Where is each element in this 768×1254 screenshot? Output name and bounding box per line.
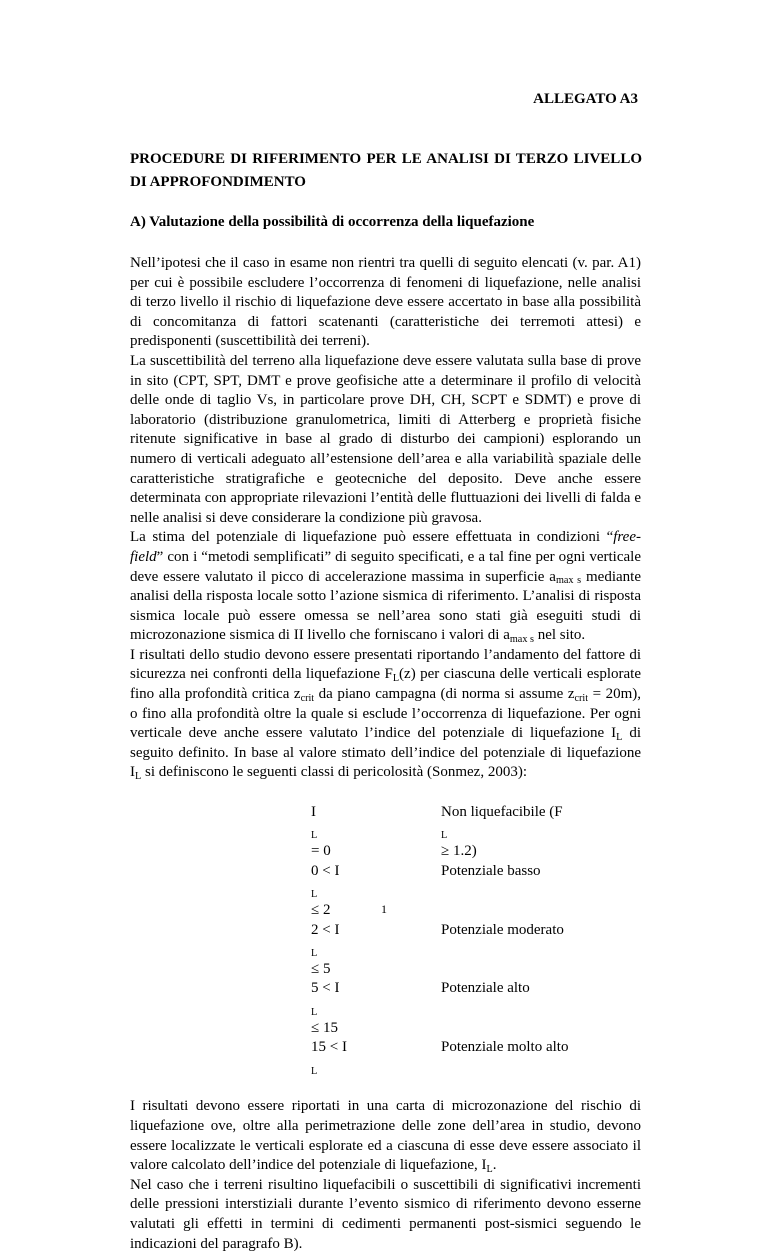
paragraph-3: La stima del potenziale di liquefazione può essere effettuata in condizioni “free-field” con i “metodi semplificati” di seguito specificati, e a tal fine per ogni verticale deve essere valutato il picco di accelerazione massima in superficie $a_{max s}$ mediante analisi della risposta locale sotto l’azione sismica di riferimento. L’analisi di risposta sismica locale può essere omessa se nell’area sono stati già eseguiti studi di microzonazione sismica di II livello che forniscano i valori di $a_{max s}$ nel sito.	[130, 529, 641, 646]
free-field-term: free-field	[130, 529, 641, 565]
class-range: 5 < I $_L$ ≤ 15	[311, 980, 340, 1036]
class-description: Potenziale basso	[441, 862, 541, 879]
paragraph-6: Nel caso che i terreni risultino liquefacibili o suscettibili di significativi incrementi delle pressioni interstiziali durante l’evento sismico di riferimento devono esserne valutati gli effetti in termini di cedimenti permanenti post-sismici seguendo le indicazioni del paragrafo B).	[130, 1176, 641, 1252]
hazard-classes-table	[311, 803, 641, 1077]
class-range: I $_L$ = 0	[311, 804, 331, 860]
paragraph-1: Nell’ipotesi che il caso in esame non rientri tra quelli di seguito elencati (v. par. A1) per cui è possibile escludere l’occorrenza di fenomeni di liquefazione, nelle analisi di terzo livello il rischio di liquefazione deve essere accertato in base alla possibilità di concomitanza di fattori scatenanti (caratteristiche dei terremoti attesi) e predisponenti (suscettibilità dei terreni).	[130, 255, 641, 350]
document-title: PROCEDURE DI RIFERIMENTO PER LE ANALISI DI TERZO LIVELLO DI APPROFONDIMENTO	[130, 151, 642, 190]
annex-label: ALLEGATO A3	[533, 91, 638, 107]
class-description: Non liquefacibile (F $_L$ ≥ 1.2)	[441, 804, 563, 860]
paragraph-5: I risultati devono essere riportati in una carta di microzonazione del rischio di liquefazione ove, oltre alla perimetrazione delle zone dell’area in studio, devono essere localizzate le verticali esplorate ed a ciascuna di esse deve essere associato il valore calcolato dell’indice del potenziale di liquefazione, $I_L$.	[130, 1098, 641, 1175]
page-number: 1	[381, 902, 387, 916]
class-range: 0 < I $_L$ ≤ 2	[311, 862, 340, 918]
class-description: Potenziale moderato	[441, 921, 564, 938]
class-range: 15 < I $_L$	[311, 1039, 347, 1077]
paragraph-4: I risultati dello studio devono essere presentati riportando l’andamento del fattore di sicurezza nei confronti della liquefazione $F_L(z)$ per ciascuna delle verticali esplorate fino alla profondità critica $z_{crit}$ da piano campagna (di norma si assume $z_{crit} = 20m$), o fino alla profondità oltre la quale si esclude l’occorrenza di liquefazione. Per ogni verticale deve anche essere valutato l’indice del potenziale di liquefazione $I_L$ di seguito definito. In base al valore stimato dell’indice del potenziale di liquefazione $I_L$ si definiscono le seguenti classi di pericolosità (Sonmez, 2003):	[130, 646, 641, 783]
class-description: Potenziale alto	[441, 980, 530, 997]
class-range: 2 < I $_L$ ≤ 5	[311, 921, 340, 977]
body-text	[130, 254, 641, 1254]
section-heading: A) Valutazione della possibilità di occorrenza della liquefazione	[130, 214, 535, 230]
paragraph-2: La suscettibilità del terreno alla liquefazione deve essere valutata sulla base di prove in sito (CPT, SPT, DMT e prove geofisiche atte a determinare il profilo di velocità delle onde di taglio Vs, in particolare prove DH, CH, SCPT e SDMT) e prove di laboratorio (distribuzione granulometrica, limiti di Atterberg e proprietà fisiche ritenute significative in base al grado di disturbo dei campioni) esplorando un numero di verticali adeguato all’estensione dell’area e alla variabilità spaziale delle caratteristiche stratigrafiche e geotecniche del deposito. Deve anche essere determinata con appropriate rilevazioni l’entità delle fluttuazioni dei livelli di falda e nelle analisi si deve considerare la condizione più gravosa.	[130, 352, 641, 526]
class-description: Potenziale molto alto	[441, 1039, 569, 1056]
